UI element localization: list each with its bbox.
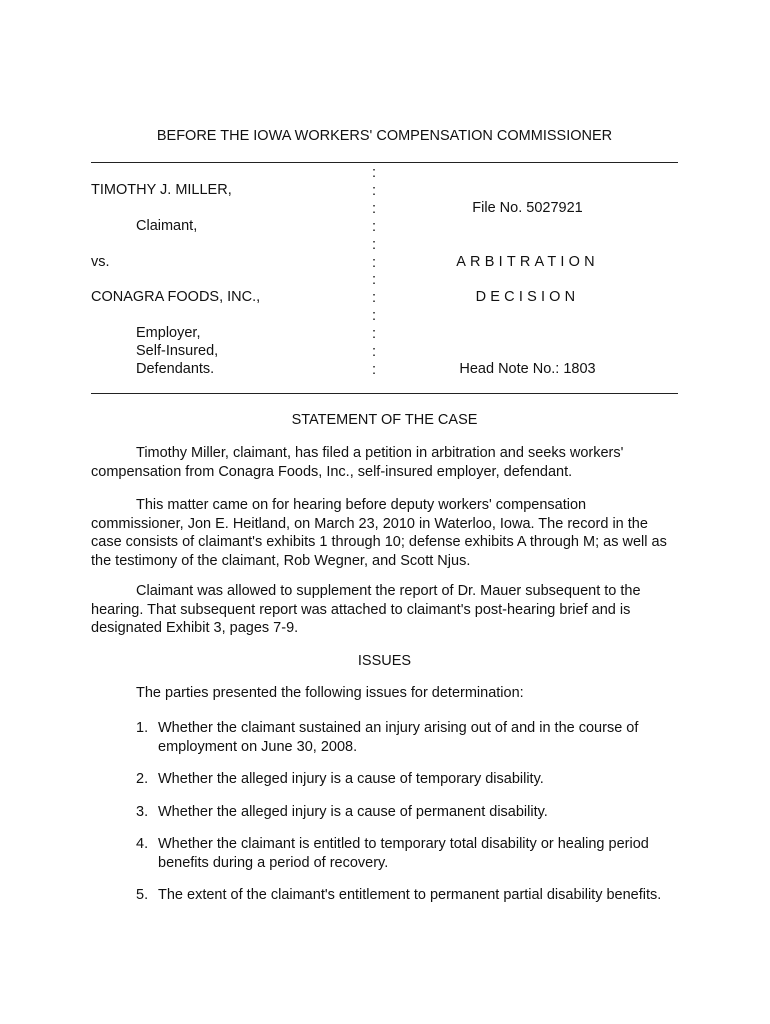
defendant-role-employer: Employer, <box>136 325 201 341</box>
caption-colon: : <box>371 308 377 324</box>
issue-number: 4. <box>136 836 149 852</box>
claimant-name: TIMOTHY J. MILLER, <box>91 182 232 198</box>
statement-paragraph: This matter came on for hearing before deputy workers' compensation commissioner, Jon E. Heitland, on March 23, 2010 in Waterloo, Iowa. The record in the case consists of claimant's exhibits 1 through 10; defense exhibits A through M; as well as the testimony of the claimant, Rob Wegner, and Scott Njus. <box>91 497 667 569</box>
document-title: BEFORE THE IOWA WORKERS' COMPENSATION COMMISSIONER <box>156 128 613 144</box>
decision-type-arbitration: ARBITRATION <box>456 254 599 270</box>
defendant-name: CONAGRA FOODS, INC., <box>91 289 261 305</box>
issue-text: Whether the alleged injury is a cause of permanent disability. <box>158 803 548 820</box>
statement-paragraph: Timothy Miller, claimant, has filed a petition in arbitration and seeks workers' compensation from Conagra Foods, Inc., self-insured employer, defendant. <box>91 445 624 480</box>
caption-colon: : <box>371 344 377 360</box>
issues-heading: ISSUES <box>357 653 412 669</box>
caption-colon: : <box>371 290 377 306</box>
decision-type-decision: DECISION <box>475 289 580 305</box>
caption-colon: : <box>371 201 377 217</box>
claimant-role: Claimant, <box>136 218 198 234</box>
caption-top-rule <box>91 162 678 163</box>
caption-colon: : <box>371 165 377 181</box>
issue-text: Whether the alleged injury is a cause of temporary disability. <box>158 771 544 787</box>
issue-item <box>136 803 676 822</box>
issues-list <box>136 719 676 919</box>
caption-colon: : <box>371 362 377 378</box>
issue-number: 1. <box>136 720 149 736</box>
head-note-number: Head Note No.: 1803 <box>459 361 596 377</box>
issue-text: Whether the claimant is entitled to temporary total disability or healing period benefits during a period of recovery. <box>158 836 649 871</box>
issues-intro: The parties presented the following issues for determination: <box>136 685 524 701</box>
caption-bottom-rule <box>91 393 678 394</box>
issue-item <box>136 719 676 756</box>
caption-colon: : <box>371 237 377 253</box>
file-number: File No. 5027921 <box>472 200 583 216</box>
issue-item <box>136 835 676 872</box>
defendant-role-defendants: Defendants. <box>136 361 215 377</box>
issue-text: Whether the claimant sustained an injury arising out of and in the course of employment on June 30, 2008. <box>158 720 639 755</box>
issue-item <box>136 770 676 789</box>
caption-colon: : <box>371 255 377 271</box>
caption-colon: : <box>371 326 377 342</box>
issue-item <box>136 886 676 905</box>
issue-number: 5. <box>136 887 149 903</box>
caption-colon: : <box>371 219 377 235</box>
statement-paragraph: Claimant was allowed to supplement the report of Dr. Mauer subsequent to the hearing. That subsequent report was attached to claimant's post-hearing brief and is designated Exhibit 3, pages 7-9. <box>91 583 641 636</box>
issue-number: 3. <box>136 803 149 820</box>
versus-label: vs. <box>91 254 110 270</box>
issue-text: The extent of the claimant's entitlement to permanent partial disability benefits. <box>158 887 662 903</box>
issue-number: 2. <box>136 771 149 787</box>
caption-colon: : <box>371 183 377 199</box>
statement-heading: STATEMENT OF THE CASE <box>291 412 478 428</box>
defendant-role-self-insured: Self-Insured, <box>136 343 219 359</box>
caption-colon: : <box>371 272 377 288</box>
